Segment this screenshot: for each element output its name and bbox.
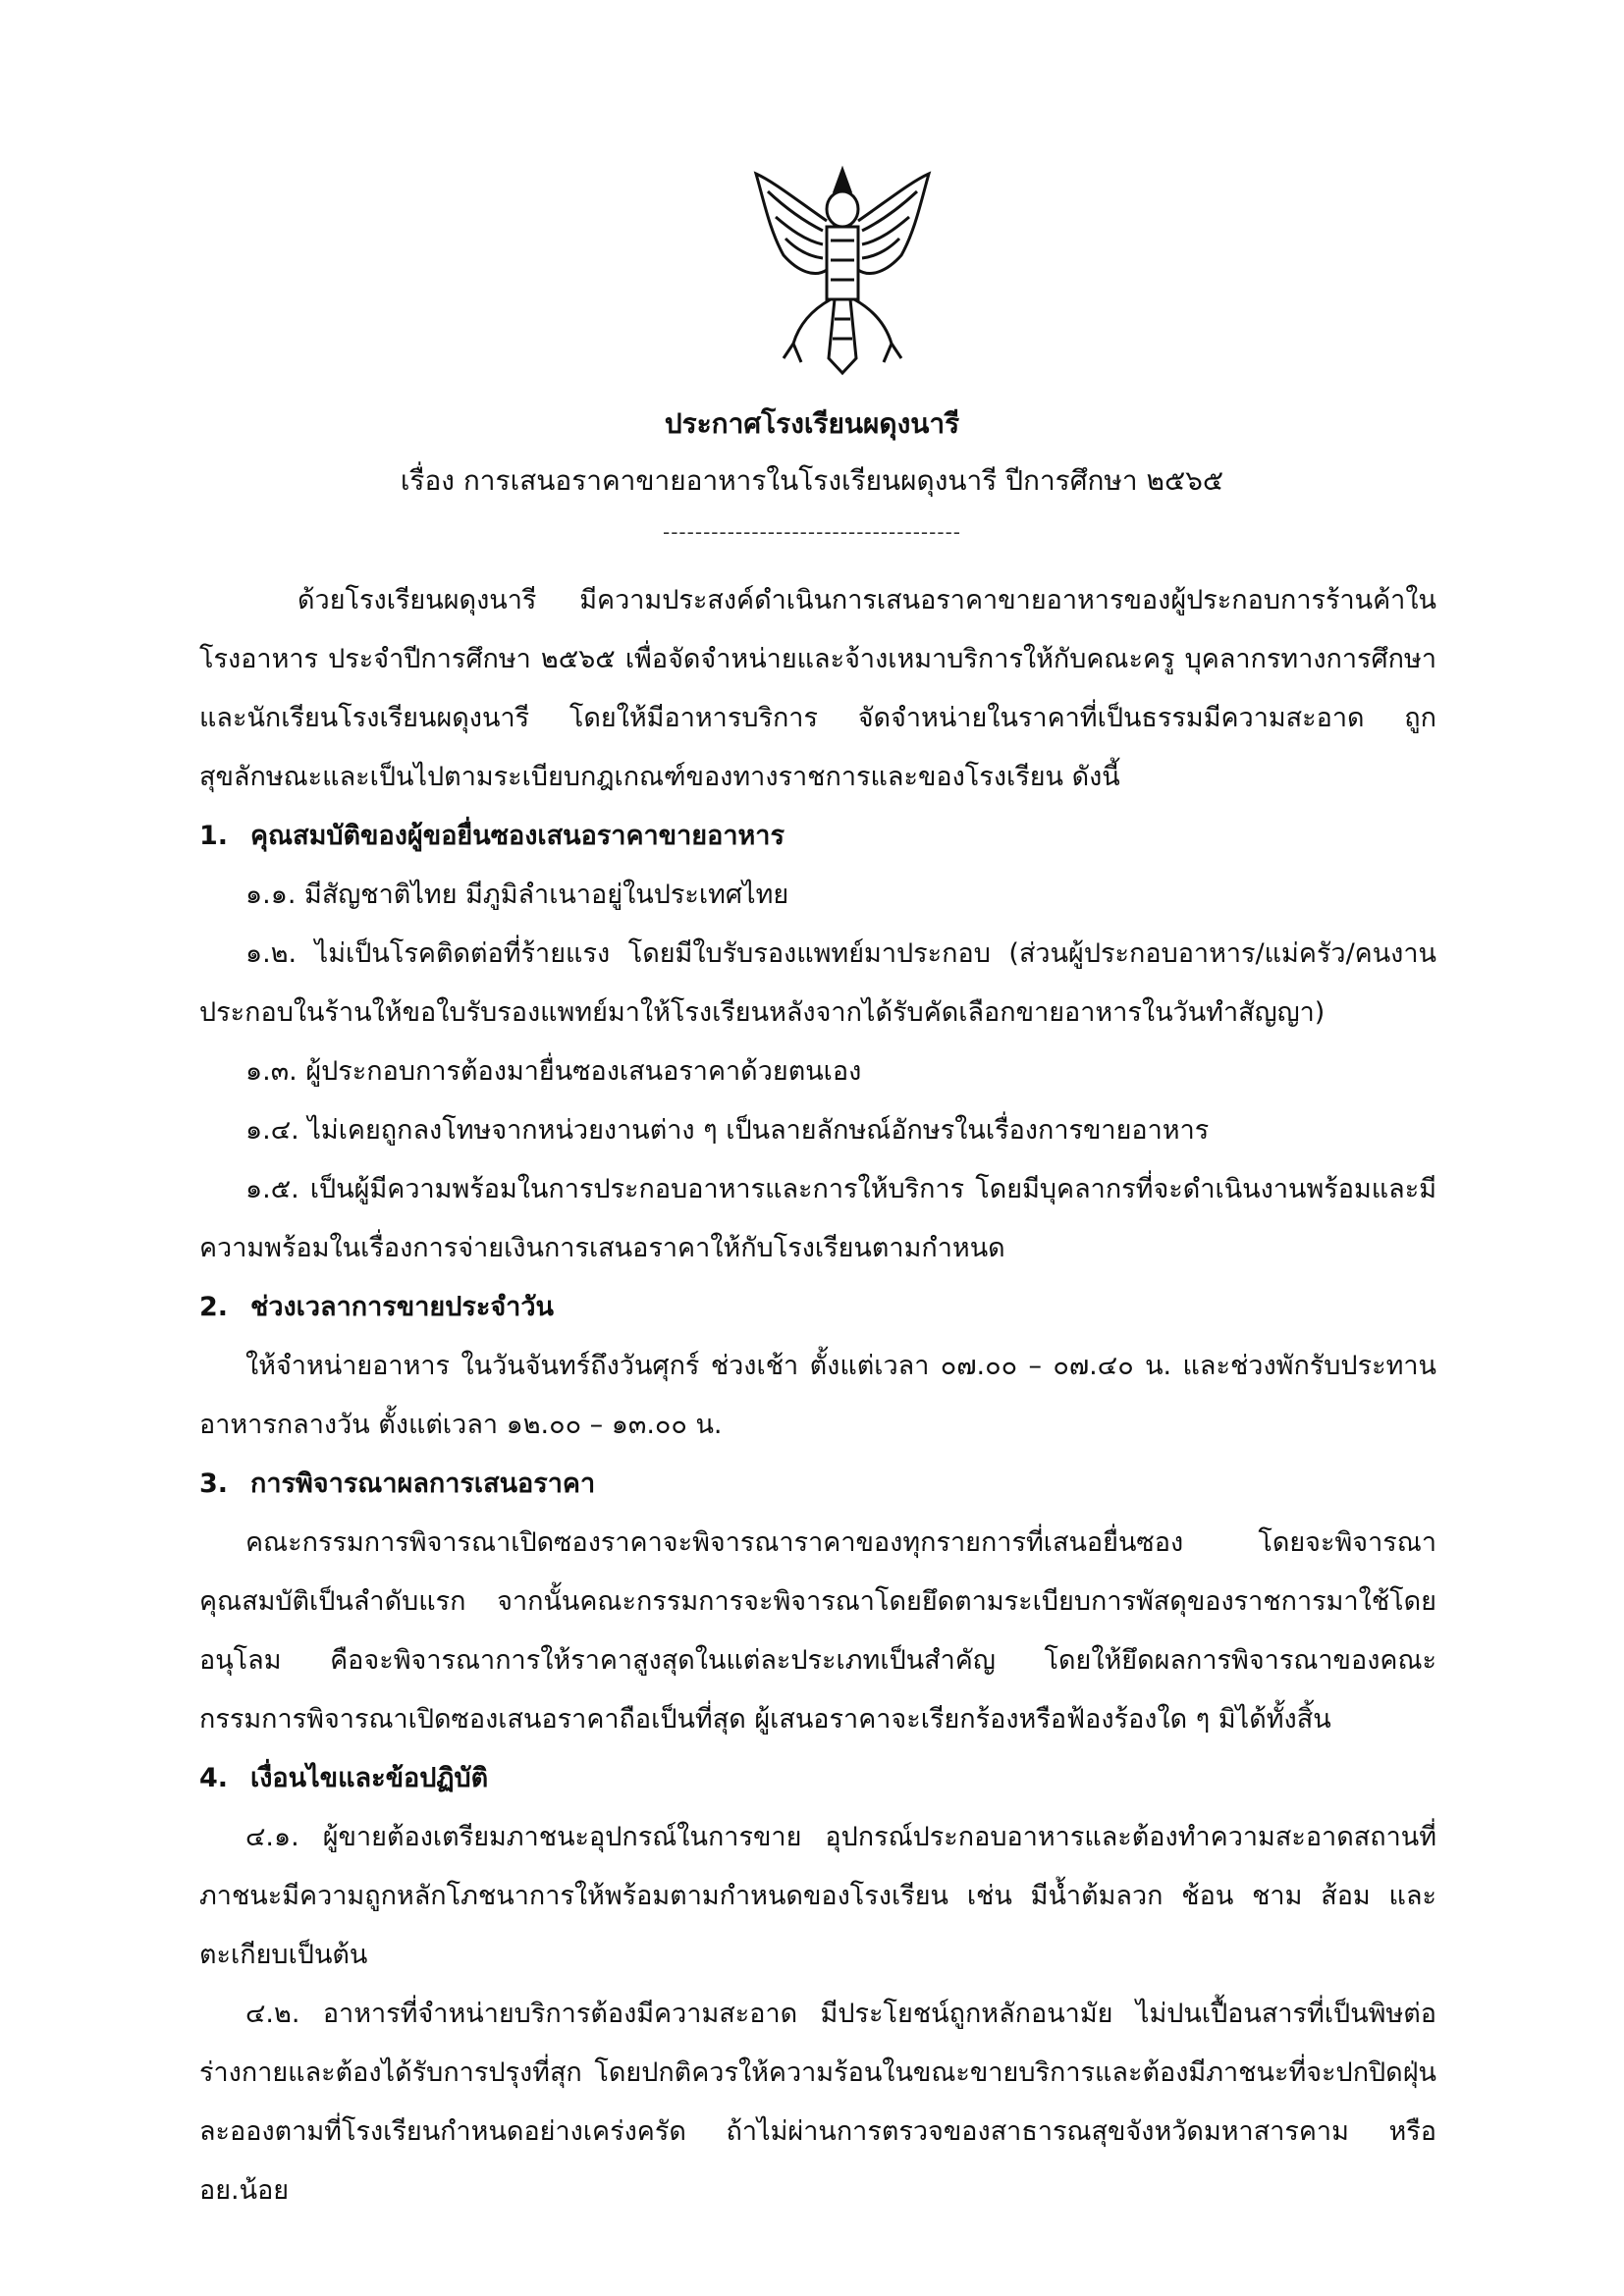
section-heading (199, 1278, 1436, 1337)
section-title: ช่วงเวลาการขายประจำวัน (250, 1292, 554, 1322)
section-number: 3. (199, 1468, 229, 1499)
section-heading (199, 807, 1436, 866)
divider-line: ------------------------------------- (662, 520, 962, 544)
section-item: ๑.๑. มีสัญชาติไทย มีภูมิลำเนาอยู่ในประเทศไทย (245, 880, 789, 910)
section-item: ๔.๒. อาหารที่จำหน่ายบริการต้องมีความสะอาด มีประโยชน์ถูกหลักอนามัย ไม่ปนเปื้อนสารที่เป็นพิษต่อร่างกายและต้องได้รับการปรุงที่สุก โดยปกติควรให้ความร้อนในขณะขายบริการและต้องมีภาชนะที่จะปกปิดฝุ่นละอองตามที่โรงเรียนกำหนดอย่างเคร่งครัด ถ้าไม่ผ่านการตรวจของสาธารณสุขจังหวัดมหาสารคาม หรือ อย.น้อย (199, 1999, 1436, 2206)
section-heading (199, 1749, 1436, 1808)
intro-paragraph: ด้วยโรงเรียนผดุงนารี มีความประสงค์ดำเนินการเสนอราคาขายอาหารของผู้ประกอบการร้านค้าในโรงอาหาร ประจำปีการศึกษา ๒๕๖๕ เพื่อจัดจำหน่ายและจ้างเหมาบริการให้กับคณะครู บุคลากรทางการศึกษาและนักเรียนโรงเรียนผดุงนารี โดยให้มีอาหารบริการ จัดจำหน่ายในราคาที่เป็นธรรมมีความสะอาด ถูกสุขลักษณะและเป็นไปตามระเบียบกฎเกณฑ์ของทางราชการและของโรงเรียน ดังนี้ (199, 585, 1436, 792)
section-item: ๔.๑. ผู้ขายต้องเตรียมภาชนะอุปกรณ์ในการขาย อุปกรณ์ประกอบอาหารและต้องทำความสะอาดสถานที่ภาชนะมีความถูกหลักโภชนาการให้พร้อมตามกำหนดของโรงเรียน เช่น มีน้ำต้มลวก ช้อน ชาม ส้อม และตะเกียบเป็นต้น (199, 1822, 1436, 1970)
announcement-title: ประกาศโรงเรียนผดุงนารี (664, 407, 960, 440)
section-item: ๑.๒. ไม่เป็นโรคติดต่อที่ร้ายแรง โดยมีใบรับรองแพทย์มาประกอบ (ส่วนผู้ประกอบอาหาร/แม่ครัว/คนงานประกอบในร้านให้ขอใบรับรองแพทย์มาให้โรงเรียนหลังจากได้รับคัดเลือกขายอาหารในวันทำสัญญา) (199, 938, 1436, 1028)
section-number: 1. (199, 821, 229, 851)
announcement-subject: เรื่อง การเสนอราคาขายอาหารในโรงเรียนผดุงนารี ปีการศึกษา ๒๕๖๕ (400, 464, 1224, 497)
section-number: 4. (199, 1763, 229, 1793)
section-title: เงื่อนไขและข้อปฏิบัติ (250, 1763, 489, 1793)
section-number: 2. (199, 1292, 229, 1322)
announcement-body (199, 571, 1436, 2220)
section-item: ๑.๕. เป็นผู้มีความพร้อมในการประกอบอาหารและการให้บริการ โดยมีบุคลากรที่จะดำเนินงานพร้อมและมีความพร้อมในเรื่องการจ่ายเงินการเสนอราคาให้กับโรงเรียนตามกำหนด (199, 1174, 1436, 1263)
garuda-emblem-icon (744, 162, 941, 378)
section-title: คุณสมบัติของผู้ขอยื่นซองเสนอราคาขายอาหาร (250, 821, 785, 851)
section-item: ให้จำหน่ายอาหาร ในวันจันทร์ถึงวันศุกร์ ช่วงเช้า ตั้งแต่เวลา ๐๗.๐๐ – ๐๗.๔๐ น. และช่วงพักรับประทานอาหารกลางวัน ตั้งแต่เวลา ๑๒.๐๐ – ๑๓.๐๐ น. (199, 1351, 1436, 1440)
section-item: คณะกรรมการพิจารณาเปิดซองราคาจะพิจารณาราคาของทุกรายการที่เสนอยื่นซอง โดยจะพิจารณาคุณสมบัติเป็นลำดับแรก จากนั้นคณะกรรมการจะพิจารณาโดยยึดตามระเบียบการพัสดุของราชการมาใช้โดยอนุโลม คือจะพิจารณาการให้ราคาสูงสุดในแต่ละประเภทเป็นสำคัญ โดยให้ยึดผลการพิจารณาของคณะกรรมการพิจารณาเปิดซองเสนอราคาถือเป็นที่สุด ผู้เสนอราคาจะเรียกร้องหรือฟ้องร้องใด ๆ มิได้ทั้งสิ้น (199, 1527, 1436, 1735)
section-heading (199, 1455, 1436, 1514)
section-item: ๑.๓. ผู้ประกอบการต้องมายื่นซองเสนอราคาด้วยตนเอง (245, 1056, 862, 1087)
section-title: การพิจารณาผลการเสนอราคา (250, 1468, 596, 1499)
section-item: ๑.๔. ไม่เคยถูกลงโทษจากหน่วยงานต่าง ๆ เป็นลายลักษณ์อักษรในเรื่องการขายอาหาร (245, 1115, 1210, 1146)
